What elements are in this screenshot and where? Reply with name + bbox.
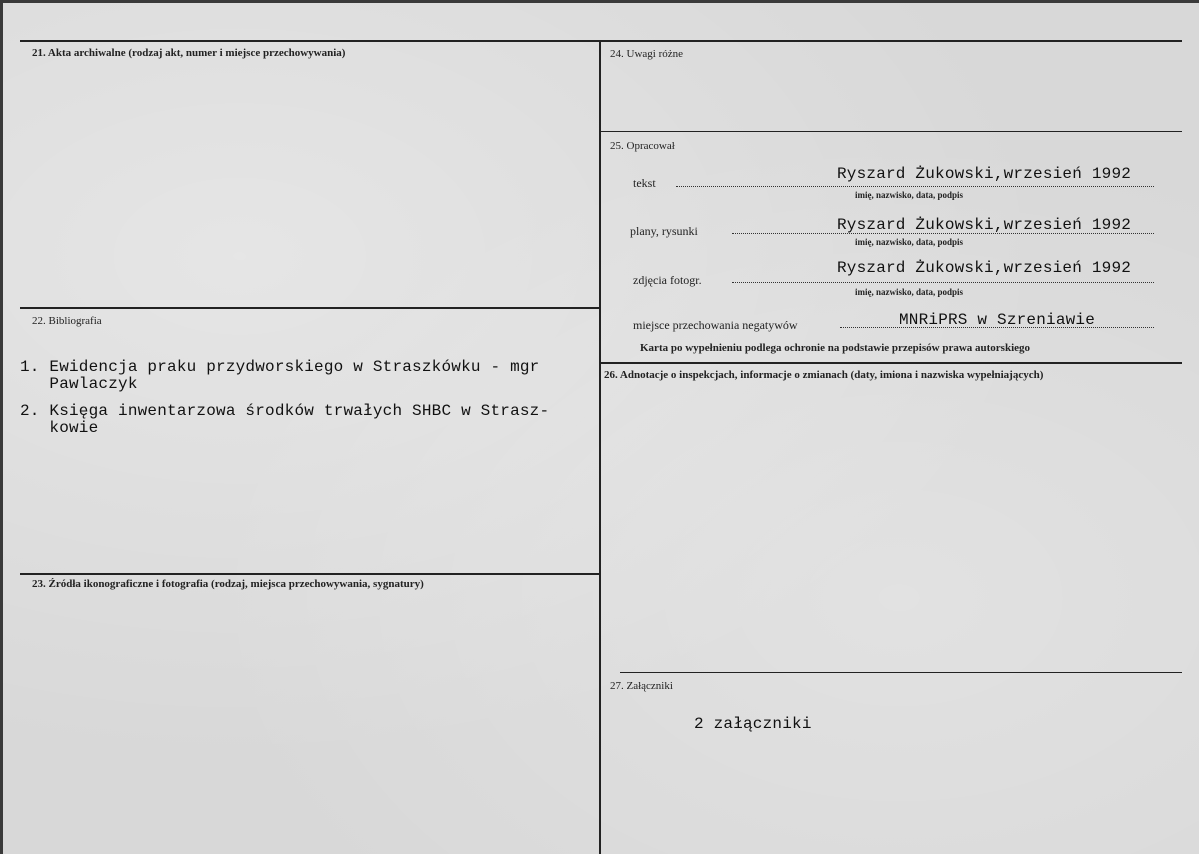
top-rule — [20, 40, 1182, 42]
center-divider — [599, 40, 601, 854]
row-text-line — [676, 186, 1154, 187]
row-photos-label: zdjęcia fotogr. — [633, 273, 702, 287]
bibliography-item-1-line-2: Pawlaczyk — [20, 375, 138, 393]
sheet-top-edge — [0, 0, 1199, 3]
rule-27 — [620, 672, 1182, 673]
attachments-value: 2 załączniki — [694, 715, 812, 733]
bibliography-item-2-line-1: 2. Księga inwentarzowa środków trwałych SHBC w Strasz- — [20, 402, 550, 420]
row-text-label: tekst — [633, 176, 656, 190]
bibliography-item-1-line-1: 1. Ewidencja praku przydworskiego w Straszkówku - mgr — [20, 358, 540, 376]
row-plans-value: Ryszard Żukowski,wrzesień 1992 — [837, 216, 1132, 234]
section-27-label: 27. Załączniki — [610, 680, 673, 692]
row-plans-caption: imię, nazwisko, data, podpis — [855, 237, 964, 247]
row-photos-caption: imię, nazwisko, data, podpis — [855, 287, 964, 297]
negatives-value: MNRiPRS w Szreniawie — [899, 311, 1096, 329]
section-24-label: 24. Uwagi różne — [610, 48, 684, 60]
section-21-label: 21. Akta archiwalne (rodzaj akt, numer i miejsce przechowywania) — [32, 47, 346, 59]
row-text-value: Ryszard Żukowski,wrzesień 1992 — [837, 165, 1132, 183]
bibliography-item-2-line-2: kowie — [20, 419, 99, 437]
sheet-left-edge — [0, 0, 3, 854]
row-photos-value: Ryszard Żukowski,wrzesień 1992 — [837, 259, 1132, 277]
section-25-label: 25. Opracował — [610, 140, 675, 152]
row-plans-label: plany, rysunki — [630, 224, 698, 238]
rule-25 — [600, 131, 1182, 132]
row-text-caption: imię, nazwisko, data, podpis — [855, 190, 964, 200]
row-photos-line — [732, 282, 1154, 283]
section-23-label: 23. Źródła ikonograficzne i fotografia (rodzaj, miejsca przechowywania, sygnatury) — [32, 578, 424, 590]
rule-26 — [600, 362, 1182, 364]
rule-23 — [20, 573, 600, 575]
copyright-note: Karta po wypełnieniu podlega ochronie na podstawie przepisów prawa autorskiego — [640, 342, 1031, 354]
section-22-label: 22. Bibliografia — [32, 315, 102, 327]
rule-22 — [20, 307, 600, 309]
negatives-label: miejsce przechowania negatywów — [633, 318, 798, 332]
section-26-label: 26. Adnotacje o inspekcjach, informacje o zmianach (daty, imiona i nazwiska wypełniających) — [604, 369, 1044, 381]
